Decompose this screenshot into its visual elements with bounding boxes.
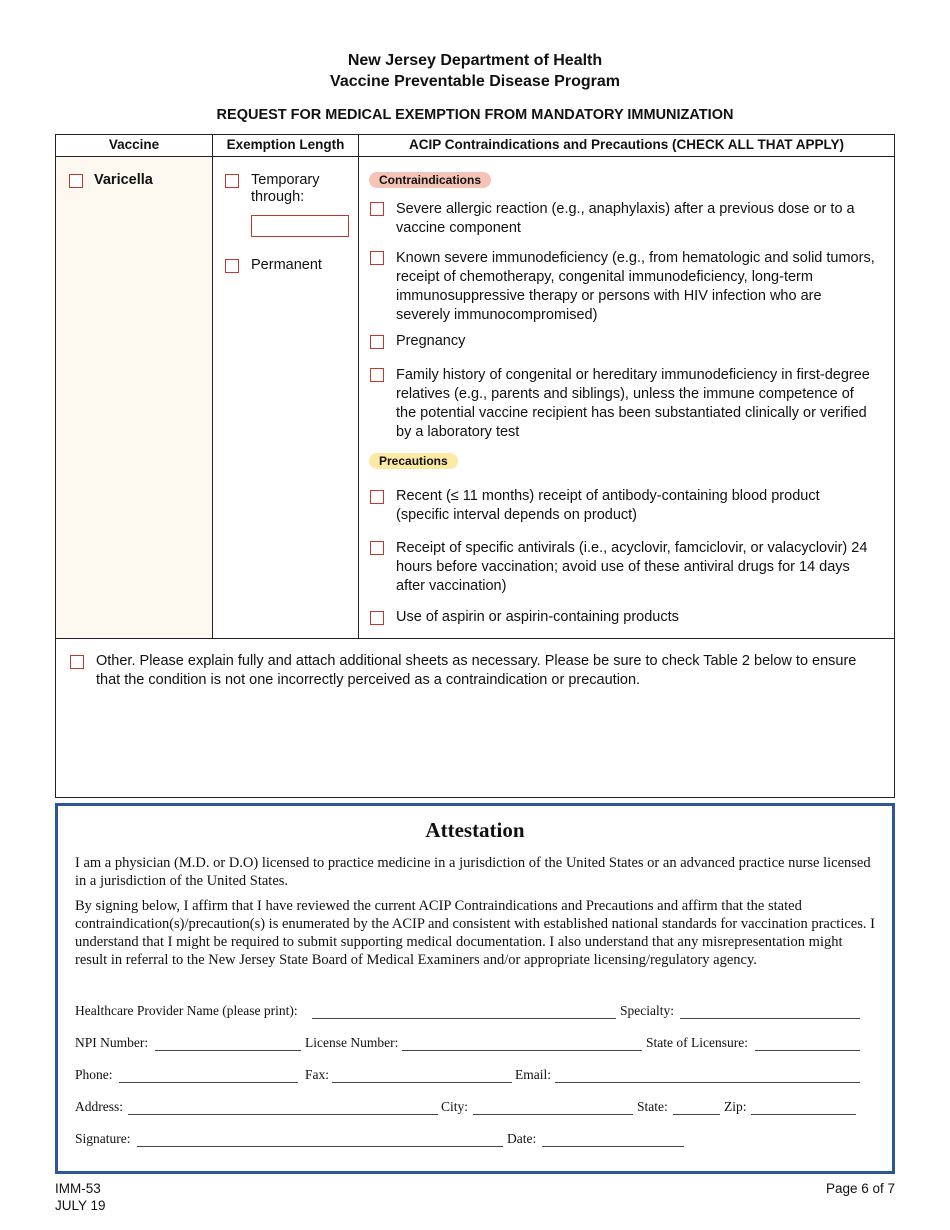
- exemption-table: [55, 134, 895, 798]
- contraindication-checkbox[interactable]: [370, 251, 384, 265]
- attestation-title: Attestation: [425, 818, 525, 842]
- signature-label: Signature:: [75, 1131, 131, 1146]
- temporary-date-input[interactable]: [251, 215, 349, 237]
- other-checkbox[interactable]: [70, 655, 84, 669]
- signature-field[interactable]: [137, 1146, 503, 1147]
- contraindication-checkbox[interactable]: [370, 368, 384, 382]
- provider-name-label: Healthcare Provider Name (please print):: [75, 1003, 298, 1018]
- program-title: Vaccine Preventable Disease Program: [330, 73, 620, 90]
- license-label: License Number:: [305, 1035, 399, 1050]
- zip-field[interactable]: [751, 1114, 856, 1115]
- address-field[interactable]: [128, 1114, 438, 1115]
- state-label: State:: [637, 1099, 668, 1114]
- fax-field[interactable]: [332, 1082, 512, 1083]
- phone-field[interactable]: [119, 1082, 298, 1083]
- temporary-label: Temporary: [251, 172, 320, 188]
- other-text: Other. Please explain fully and attach additional sheets as necessary. Please be sure to check Table 2 below to ensure that the condition is not one incorrectly perceived as a contraindication or precaution.: [96, 653, 857, 688]
- other-row-divider: [56, 638, 894, 639]
- npi-label: NPI Number:: [75, 1035, 149, 1050]
- vaccine-name: Varicella: [94, 172, 153, 188]
- precaution-text: Use of aspirin or aspirin-containing products: [396, 609, 679, 625]
- precaution-text: Recent (≤ 11 months) receipt of antibody-containing blood product (specific interval depends on product): [396, 488, 820, 523]
- page-number: Page 6 of 7: [825, 1181, 895, 1196]
- city-field[interactable]: [473, 1114, 633, 1115]
- varicella-checkbox[interactable]: [69, 174, 83, 188]
- column-header-vaccine: Vaccine: [108, 137, 160, 152]
- address-label: Address:: [75, 1099, 123, 1114]
- npi-field[interactable]: [155, 1050, 301, 1051]
- permanent-checkbox[interactable]: [225, 259, 239, 273]
- col-divider-2: [358, 135, 359, 639]
- through-label: through:: [251, 189, 305, 205]
- form-id: IMM-53: [55, 1181, 101, 1196]
- header-row-divider: [56, 156, 894, 157]
- col-divider-1: [212, 135, 213, 639]
- phone-label: Phone:: [75, 1067, 113, 1082]
- attestation-section: [55, 803, 895, 1174]
- department-title: New Jersey Department of Health: [347, 52, 603, 69]
- form-date: JULY 19: [55, 1198, 106, 1213]
- contraindication-checkbox[interactable]: [370, 202, 384, 216]
- provider-name-field[interactable]: [312, 1018, 616, 1019]
- specialty-field[interactable]: [680, 1018, 860, 1019]
- specialty-label: Specialty:: [620, 1003, 674, 1018]
- contraindication-text: Family history of congenital or hereditary immunodeficiency in first-degree relatives (e.g., parents and siblings), unless the immune competence of the potential vaccine recipient has been substantiated clinically or verified by a laboratory test: [396, 367, 870, 440]
- column-header-acip: ACIP Contraindications and Precautions (CHECK ALL THAT APPLY): [408, 137, 845, 152]
- license-field[interactable]: [402, 1050, 642, 1051]
- form-title: REQUEST FOR MEDICAL EXEMPTION FROM MANDATORY IMMUNIZATION: [216, 107, 734, 123]
- precaution-checkbox[interactable]: [370, 490, 384, 504]
- date-label: Date:: [507, 1131, 537, 1146]
- attestation-paragraph-1: I am a physician (M.D. or D.O) licensed to practice medicine in a jurisdiction of the United States or an advanced practice nurse licensed in a jurisdiction of the United States.: [75, 855, 871, 889]
- contraindication-text: Known severe immunodeficiency (e.g., from hematologic and solid tumors, receipt of chemotherapy, congenital immunodeficiency, long-term immunosuppressive therapy or persons with HIV infection who are severely immunocompromised): [396, 250, 875, 323]
- email-label: Email:: [515, 1067, 551, 1082]
- precaution-checkbox[interactable]: [370, 611, 384, 625]
- temporary-checkbox[interactable]: [225, 174, 239, 188]
- contraindication-checkbox[interactable]: [370, 335, 384, 349]
- contraindication-text: Pregnancy: [396, 333, 466, 349]
- vaccine-column-bg: [56, 156, 212, 638]
- city-label: City:: [441, 1099, 469, 1114]
- precautions-label: Precautions: [369, 453, 458, 469]
- email-field[interactable]: [555, 1082, 860, 1083]
- zip-label: Zip:: [724, 1099, 747, 1114]
- precaution-text: Receipt of specific antivirals (i.e., acyclovir, famciclovir, or valacyclovir) 24 hours before vaccination; avoid use of these antiviral drugs for 14 days after vaccination): [396, 540, 868, 594]
- attestation-paragraph-2: By signing below, I affirm that I have reviewed the current ACIP Contraindications and Precautions and affirm that the stated contraindication(s)/precaution(s) is enumerated by the ACIP and consistent with established national standards for vaccination practices. I understand that I might be required to submit supporting medical documentation. I also understand that any misrepresentation might result in referral to the New Jersey State Board of Medical Examiners and/or appropriate licensing/regulatory agency.: [75, 898, 875, 968]
- state-field[interactable]: [673, 1114, 720, 1115]
- column-header-exemption-length: Exemption Length: [226, 137, 345, 152]
- state-licensure-field[interactable]: [755, 1050, 860, 1051]
- contraindication-text: Severe allergic reaction (e.g., anaphylaxis) after a previous dose or to a vaccine component: [396, 201, 855, 236]
- state-licensure-label: State of Licensure:: [646, 1035, 748, 1050]
- precaution-checkbox[interactable]: [370, 541, 384, 555]
- date-field[interactable]: [542, 1146, 684, 1147]
- contraindications-label: Contraindications: [369, 172, 491, 188]
- permanent-label: Permanent: [251, 257, 322, 273]
- fax-label: Fax:: [305, 1067, 330, 1082]
